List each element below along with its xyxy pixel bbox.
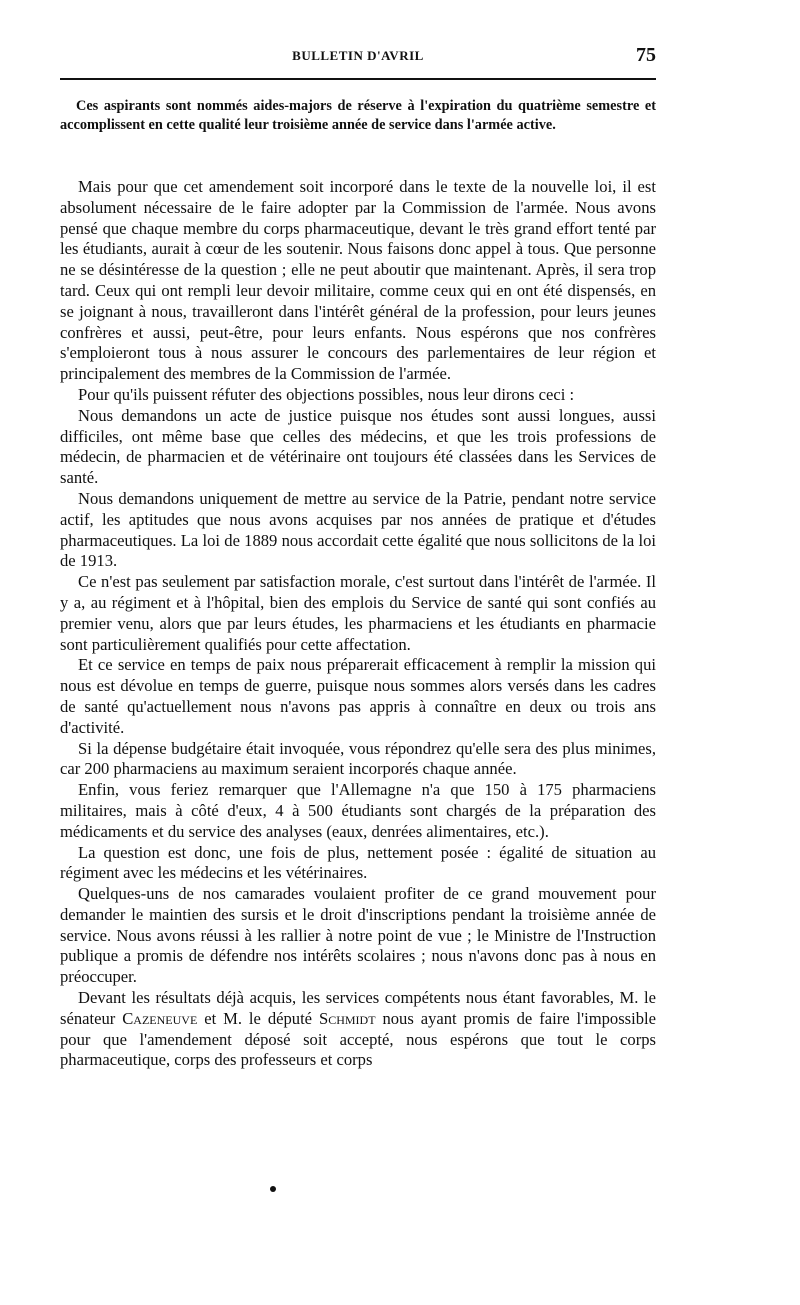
paragraph: Enfin, vous feriez remarquer que l'Allemagne n'a que 150 à 175 pharmaciens militaires, mais à côté d'eux, 4 à 500 étudiants sont chargés de la préparation des médicaments et du service des analyses (eaux, denrées alimentaires, etc.).: [60, 780, 656, 841]
body-text: [60, 177, 656, 1071]
paragraph: La question est donc, une fois de plus, nettement posée : égalité de situation au régiment avec les médecins et les vétérinaires.: [60, 842, 656, 883]
last-paragraph: [60, 988, 656, 1071]
last-paragraph-text: et M. le député: [197, 1008, 319, 1028]
running-title: BULLETIN D'AVRIL: [292, 48, 424, 63]
header-rule: [60, 78, 656, 80]
last-paragraph-text: Devant les résultats déjà acquis, les services compétents nous étant favorables, M. le sénateur: [60, 988, 656, 1028]
paragraph: Si la dépense budgétaire était invoquée, vous répondrez qu'elle sera des plus minimes, car 200 pharmaciens au maximum seraient incorporés chaque année.: [60, 738, 656, 779]
paragraph: Nous demandons un acte de justice puisque nos études sont aussi longues, aussi difficiles, ont même base que celles des médecins, et que les trois professions de médecin, de pharmacien et de vétérinaire ont toujours été classées dans les Services de santé.: [60, 405, 656, 488]
paragraph: Mais pour que cet amendement soit incorporé dans le texte de la nouvelle loi, il est absolument nécessaire de le faire adopter par la Commission de l'armée. Nous avons pensé que chaque membre du corps pharmaceutique, devant le très grand effort tenté par les étudiants, aurait à cœur de les soutenir. Nous faisons donc appel à tous. Que personne ne se désintéresse de la question ; elle ne peut aboutir que maintenant. Après, il sera trop tard. Ceux qui ont rempli leur devoir militaire, comme ceux qui en ont été dispensés, en se joignant à nous, travailleront dans l'intérêt général de la profession, pour leurs jeunes confrères et aussi, peut-être, pour leurs enfants. Nous espérons que nos confrères s'emploieront tous à nous assurer le concours des parlementaires de leur région et principalement des membres de la Commission de l'armée.: [60, 177, 656, 384]
paragraph: Ce n'est pas seulement par satisfaction morale, c'est surtout dans l'intérêt de l'armée. Il y a, au régiment et à l'hôpital, bien des emplois du Service de santé qui sont confiés au premier venu, alors que par leurs études, les pharmaciens et les étudiants en pharmacie sont particulièrement qualifiés pour cette affectation.: [60, 572, 656, 654]
deputy-name: Schmidt: [318, 1008, 376, 1028]
paragraph: Et ce service en temps de paix nous préparerait efficacement à remplir la mission qui nous est dévolue en temps de guerre, puisque nous sommes alors versés dans les cadres de santé qu'actuellement nous n'avons pas appris à connaître en deux ou trois ans d'activité.: [60, 655, 656, 737]
note-paragraph: Ces aspirants sont nommés aides-majors de réserve à l'expiration du quatrième semestre et accomplissent en cette qualité leur troisième année de service dans l'armée active.: [60, 98, 656, 133]
last-paragraph-text: nous ayant promis de faire l'impossible pour que l'amendement déposé soit accepté, nous espérons que tout le corps pharmaceutique, corps des professeurs et corps: [60, 1008, 657, 1070]
page-number: 75: [636, 44, 656, 66]
running-head: [60, 44, 656, 72]
paragraph: Pour qu'ils puissent réfuter des objections possibles, nous leur dirons ceci :: [78, 384, 575, 404]
senator-name: Cazeneuve: [122, 1008, 198, 1028]
paragraph: Quelques-uns de nos camarades voulaient profiter de ce grand mouvement pour demander le maintien des sursis et le droit d'inscriptions pendant la troisième année de service. Nous avons réussi à les rallier à notre point de vue ; le Ministre de l'Instruction publique a promis de défendre nos intérêts scolaires ; nous n'avons donc pas à nous en préoccuper.: [60, 884, 656, 987]
paragraph: Nous demandons uniquement de mettre au service de la Patrie, pendant notre service actif, les aptitudes que nous avons acquises par nos années de pratique et d'études pharmaceutiques. La loi de 1889 nous accordait cette égalité que nous sollicitons de la loi de 1913.: [60, 488, 656, 571]
ink-speck: [270, 1186, 276, 1192]
